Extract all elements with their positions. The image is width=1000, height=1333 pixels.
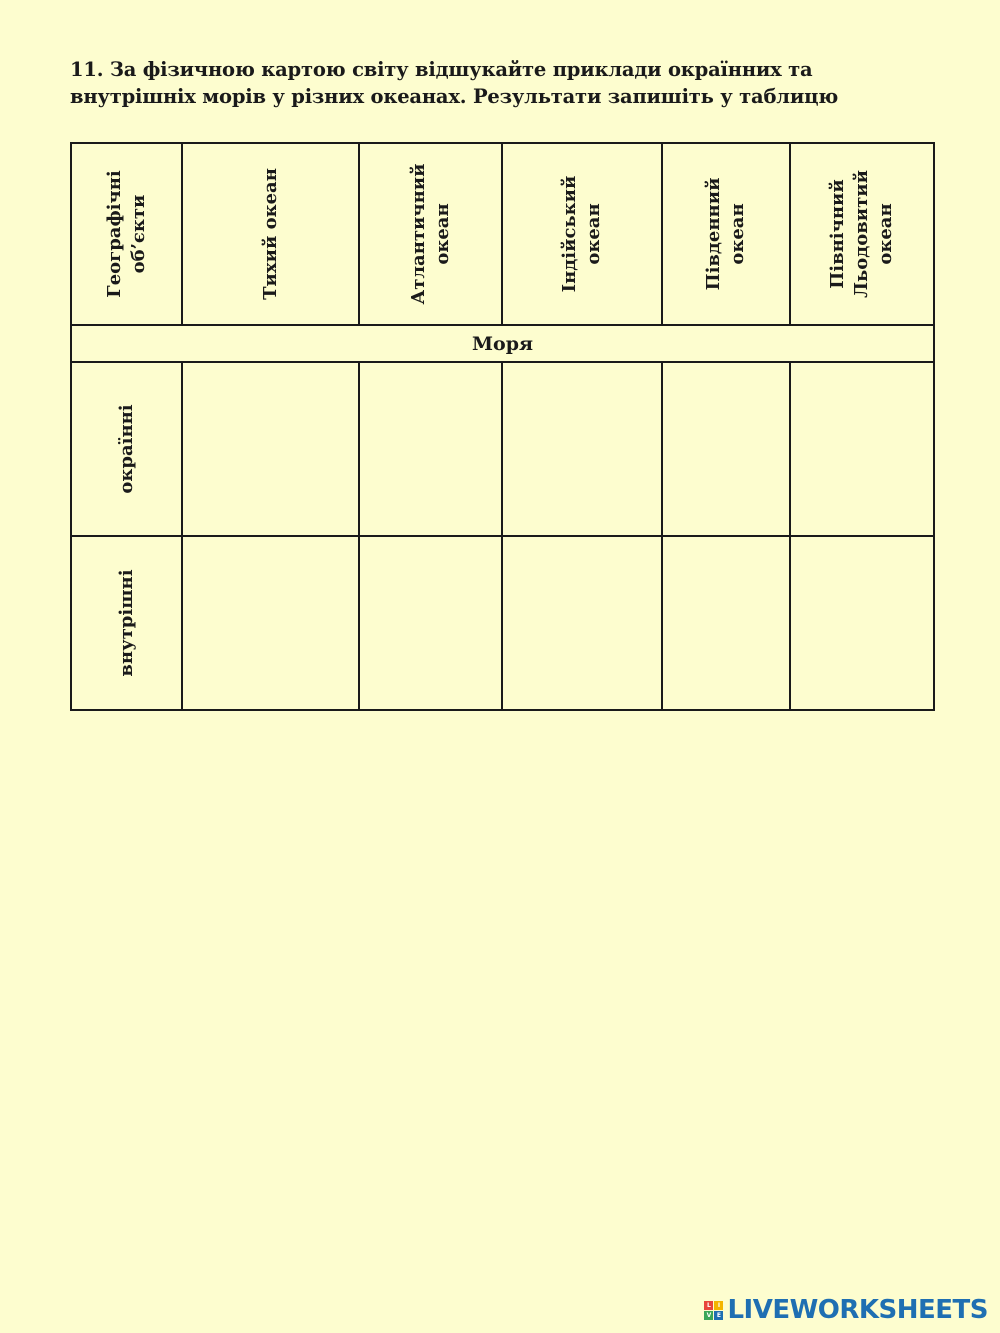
row-label-marginal: окраїнні — [115, 404, 137, 494]
header-arctic-label: Північний Льодовитий океан — [827, 170, 896, 298]
answer-cell-inland-arctic[interactable] — [790, 536, 934, 710]
logo-text: LIVEWORKSHEETS — [727, 1295, 988, 1325]
liveworksheets-logo[interactable] — [704, 1295, 988, 1325]
answer-cell-marginal-pacific[interactable] — [182, 362, 359, 536]
row-label-cell-marginal — [71, 362, 182, 536]
answer-cell-inland-southern[interactable] — [662, 536, 790, 710]
logo-block: L — [704, 1301, 713, 1310]
answer-cell-inland-atlantic[interactable] — [359, 536, 502, 710]
header-cell-southern — [662, 143, 790, 325]
header-cell-pacific — [182, 143, 359, 325]
task-line-1: 11. За фізичною картою світу відшукайте приклади окраїнних та — [70, 58, 813, 81]
answer-cell-marginal-atlantic[interactable] — [359, 362, 502, 536]
header-cell-atlantic — [359, 143, 502, 325]
answer-cell-marginal-arctic[interactable] — [790, 362, 934, 536]
answer-cell-inland-pacific[interactable] — [182, 536, 359, 710]
logo-blocks-icon — [704, 1301, 723, 1320]
logo-block: V — [704, 1311, 713, 1320]
header-cell-arctic — [790, 143, 934, 325]
header-cell-objects — [71, 143, 182, 325]
header-indian-label: Індійський океан — [559, 175, 604, 293]
table-row-marginal — [71, 362, 934, 536]
logo-block: E — [714, 1311, 723, 1320]
header-objects-label: Географічні об’єкти — [103, 170, 149, 298]
header-atlantic-label: Атлантичний океан — [407, 163, 453, 305]
header-pacific-label: Тихий океан — [259, 168, 281, 300]
seas-band-row — [71, 325, 934, 362]
seas-table — [70, 142, 935, 711]
logo-block: I — [714, 1301, 723, 1310]
answer-cell-marginal-southern[interactable] — [662, 362, 790, 536]
seas-band-label: Моря — [71, 325, 934, 362]
task-text — [70, 56, 950, 110]
header-southern-label: Південний океан — [703, 177, 748, 291]
table-row-inland — [71, 536, 934, 710]
answer-cell-inland-indian[interactable] — [502, 536, 662, 710]
table-header-row — [71, 143, 934, 325]
row-label-cell-inland — [71, 536, 182, 710]
task-line-2: внутрішніх морів у різних океанах. Результати запишіть у таблицю — [70, 85, 839, 108]
answer-cell-marginal-indian[interactable] — [502, 362, 662, 536]
row-label-inland: внутрішні — [115, 569, 137, 677]
header-cell-indian — [502, 143, 662, 325]
